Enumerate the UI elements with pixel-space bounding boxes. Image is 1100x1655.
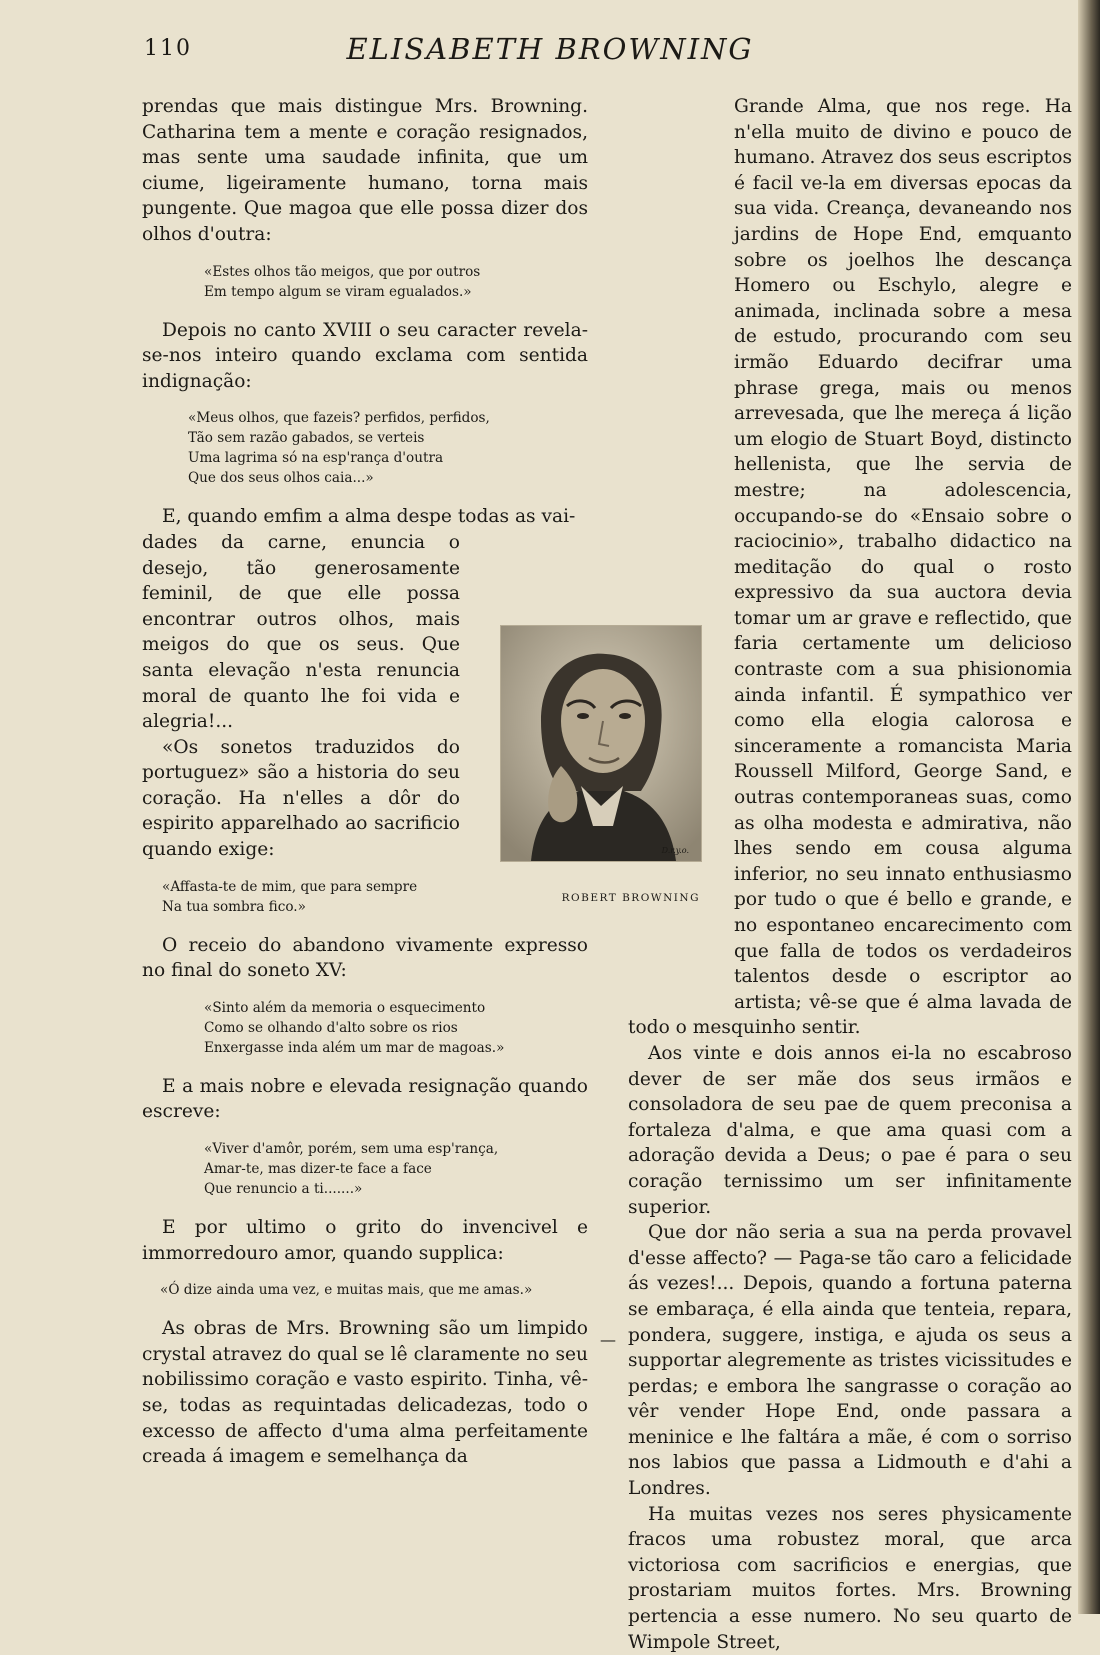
- float-spacer: [614, 556, 734, 1006]
- paragraph: Ha muitas vezes nos seres physicamente fracos uma robustez moral, que arca victoriosa com sacrificios e energias, que prostariam muitos fortes. Mrs. Browning pertencia a esse numero. No seu quarto de Wimpole Street,: [628, 1503, 1072, 1653]
- page-number: 110: [144, 36, 192, 61]
- verse-line: «Ó dize ainda uma vez, e muitas mais, que me amas.»: [160, 1282, 533, 1299]
- verse-line: Uma lagrima só na esp'rança d'outra: [188, 450, 444, 467]
- figure-caption: ROBERT BROWNING: [561, 892, 700, 904]
- paragraph: dades da carne, enuncia o desejo, tão generosamente feminil, de que elle possa encontrar outros olhos, mais meigos do que os seus. Que santa elevação n'esta renuncia moral de quanto lhe foi vida e alegria!...: [142, 531, 460, 733]
- verse-line: «Estes olhos tão meigos, que por outros: [204, 263, 481, 280]
- verse-line: «Affasta-te de mim, que para sempre: [162, 878, 418, 895]
- verse-quote: [204, 262, 588, 302]
- verse-line: Em tempo algum se viram egualados.»: [204, 283, 472, 300]
- stray-dash: —: [600, 1330, 616, 1349]
- verse-line: Que dos seus olhos caia...»: [188, 470, 374, 487]
- paragraph: E, quando emfim a alma despe todas as vai-: [162, 506, 576, 528]
- paragraph: O receio do abandono vivamente expresso no final do soneto XV:: [142, 934, 588, 982]
- right-column: [628, 94, 1072, 1655]
- running-title: ELISABETH BROWNING: [346, 32, 754, 66]
- paragraph: Aos vinte e dois annos ei-la no escabroso dever de ser mãe dos seus irmãos e consoladora de seu pae de quem preconisa a fortaleza d'alma, e que ama quasi com a adoração devida a Deus; o pae é para o seu coração ternissimo um ser infinitamente superior.: [628, 1042, 1072, 1218]
- verse-line: Na tua sombra fico.»: [162, 898, 306, 915]
- paragraph: Depois no canto XVIII o seu caracter revela-se-nos inteiro quando exclama com sentida indignação:: [142, 319, 588, 392]
- verse-line: Tão sem razão gabados, se verteis: [188, 430, 425, 447]
- engraver-signature: D.r.y.o.: [661, 846, 689, 855]
- verse-line: Que renuncio a ti.......»: [204, 1181, 363, 1198]
- paragraph: Grande Alma, que nos rege. Ha n'ella muito de divino e pouco de humano. Atravez dos seus escriptos é facil ve-la em diversas epocas da sua vida. Creança, devaneando nos jardins de Hope End, emquanto sobre os joelhos lhe descança Homero ou Eschylo, alegre e animada, inclinada sobre a mesa de estudo, procurando com seu irmão Eduardo decifrar uma phrase grega, mais ou menos arrevesada, que lhe mereça á lição um elogio de Stuart Boyd, distincto hellenista, que lhe servia de mestre; na adolescencia, occupando-se do «Ensaio sobre o raciocinio», trabalho didactico na meditação do qual o rosto expressivo da sua auctora devia tomar um ar grave e reflectido, que faria certamente um delicioso contraste com a sua phisionomia ainda infantil. É sympathico ver como ella elogia calorosa e sinceramente a romancista Maria Roussell Milford, George Sand, e outras contemporaneas suas, como as olha modesta e admirativa, não lhes sendo em cousa alguma inferior, no seu innato enthusiasmo por tudo o que é bello e grande, e no espontaneo encarecimento com que falla de todos os verdadeiros talentos desde o escriptor ao artista; vê-se que é alma lavada de todo o mesquinho sentir.: [628, 96, 1072, 1039]
- paragraph: Que dor não seria a sua na perda provavel d'esse affecto? — Paga-se tão caro a felicidade ás vezes!... Depois, quando a fortuna paterna se embaraça, é ella ainda que tenteia, repara, pondera, suggere, instiga, e ajuda os seus a supportar alegremente as tristes vicissitudes e perdas; e embora lhe sangrasse o coração ao vêr vender Hope End, onde passara a meninice e lhe faltára a mãe, é com o sorriso nos labios que passa a Lidmouth e d'ahi a Londres.: [628, 1222, 1072, 1500]
- paragraph: prendas que mais distingue Mrs. Browning. Catharina tem a mente e coração resignados, mas sente uma saudade infinita, que um ciume, ligeiramente humano, torna mais pungente. Que magoa que elle possa dizer dos olhos d'outra:: [142, 96, 588, 245]
- verse-quote: [160, 1280, 588, 1300]
- verse-line: Como se olhando d'alto sobre os rios: [204, 1019, 458, 1036]
- verse-line: «Sinto além da memoria o esquecimento: [204, 999, 486, 1016]
- verse-line: «Meus olhos, que fazeis? perfidos, perfidos,: [188, 410, 490, 427]
- verse-quote: [204, 1139, 588, 1199]
- page-edge: [1078, 0, 1100, 1614]
- verse-quote: [204, 998, 588, 1058]
- verse-line: Enxergasse inda além um mar de magoas.»: [204, 1039, 505, 1056]
- verse-quote: [188, 408, 588, 488]
- verse-line: Amar-te, mas dizer-te face a face: [204, 1161, 432, 1178]
- verse-line: «Viver d'amôr, porém, sem uma esp'rança,: [204, 1141, 499, 1158]
- paragraph: E por ultimo o grito do invencivel e immorredouro amor, quando supplica:: [142, 1217, 588, 1264]
- paragraph: «Os sonetos traduzidos do portuguez» são a historia do seu coração. Ha n'elles a dôr do espirito apparelhado ao sacrificio quando exige:: [142, 736, 460, 861]
- paragraph: E a mais nobre e elevada resignação quando escreve:: [142, 1075, 588, 1123]
- paragraph: As obras de Mrs. Browning são um limpido crystal atravez do qual se lê claramente no seu nobilissimo coração e vasto espirito. Tinha, vê-se, todas as requintadas delicadezas, todo o excesso de affecto d'uma alma perfeitamente creada á imagem e semelhança da: [142, 1318, 588, 1468]
